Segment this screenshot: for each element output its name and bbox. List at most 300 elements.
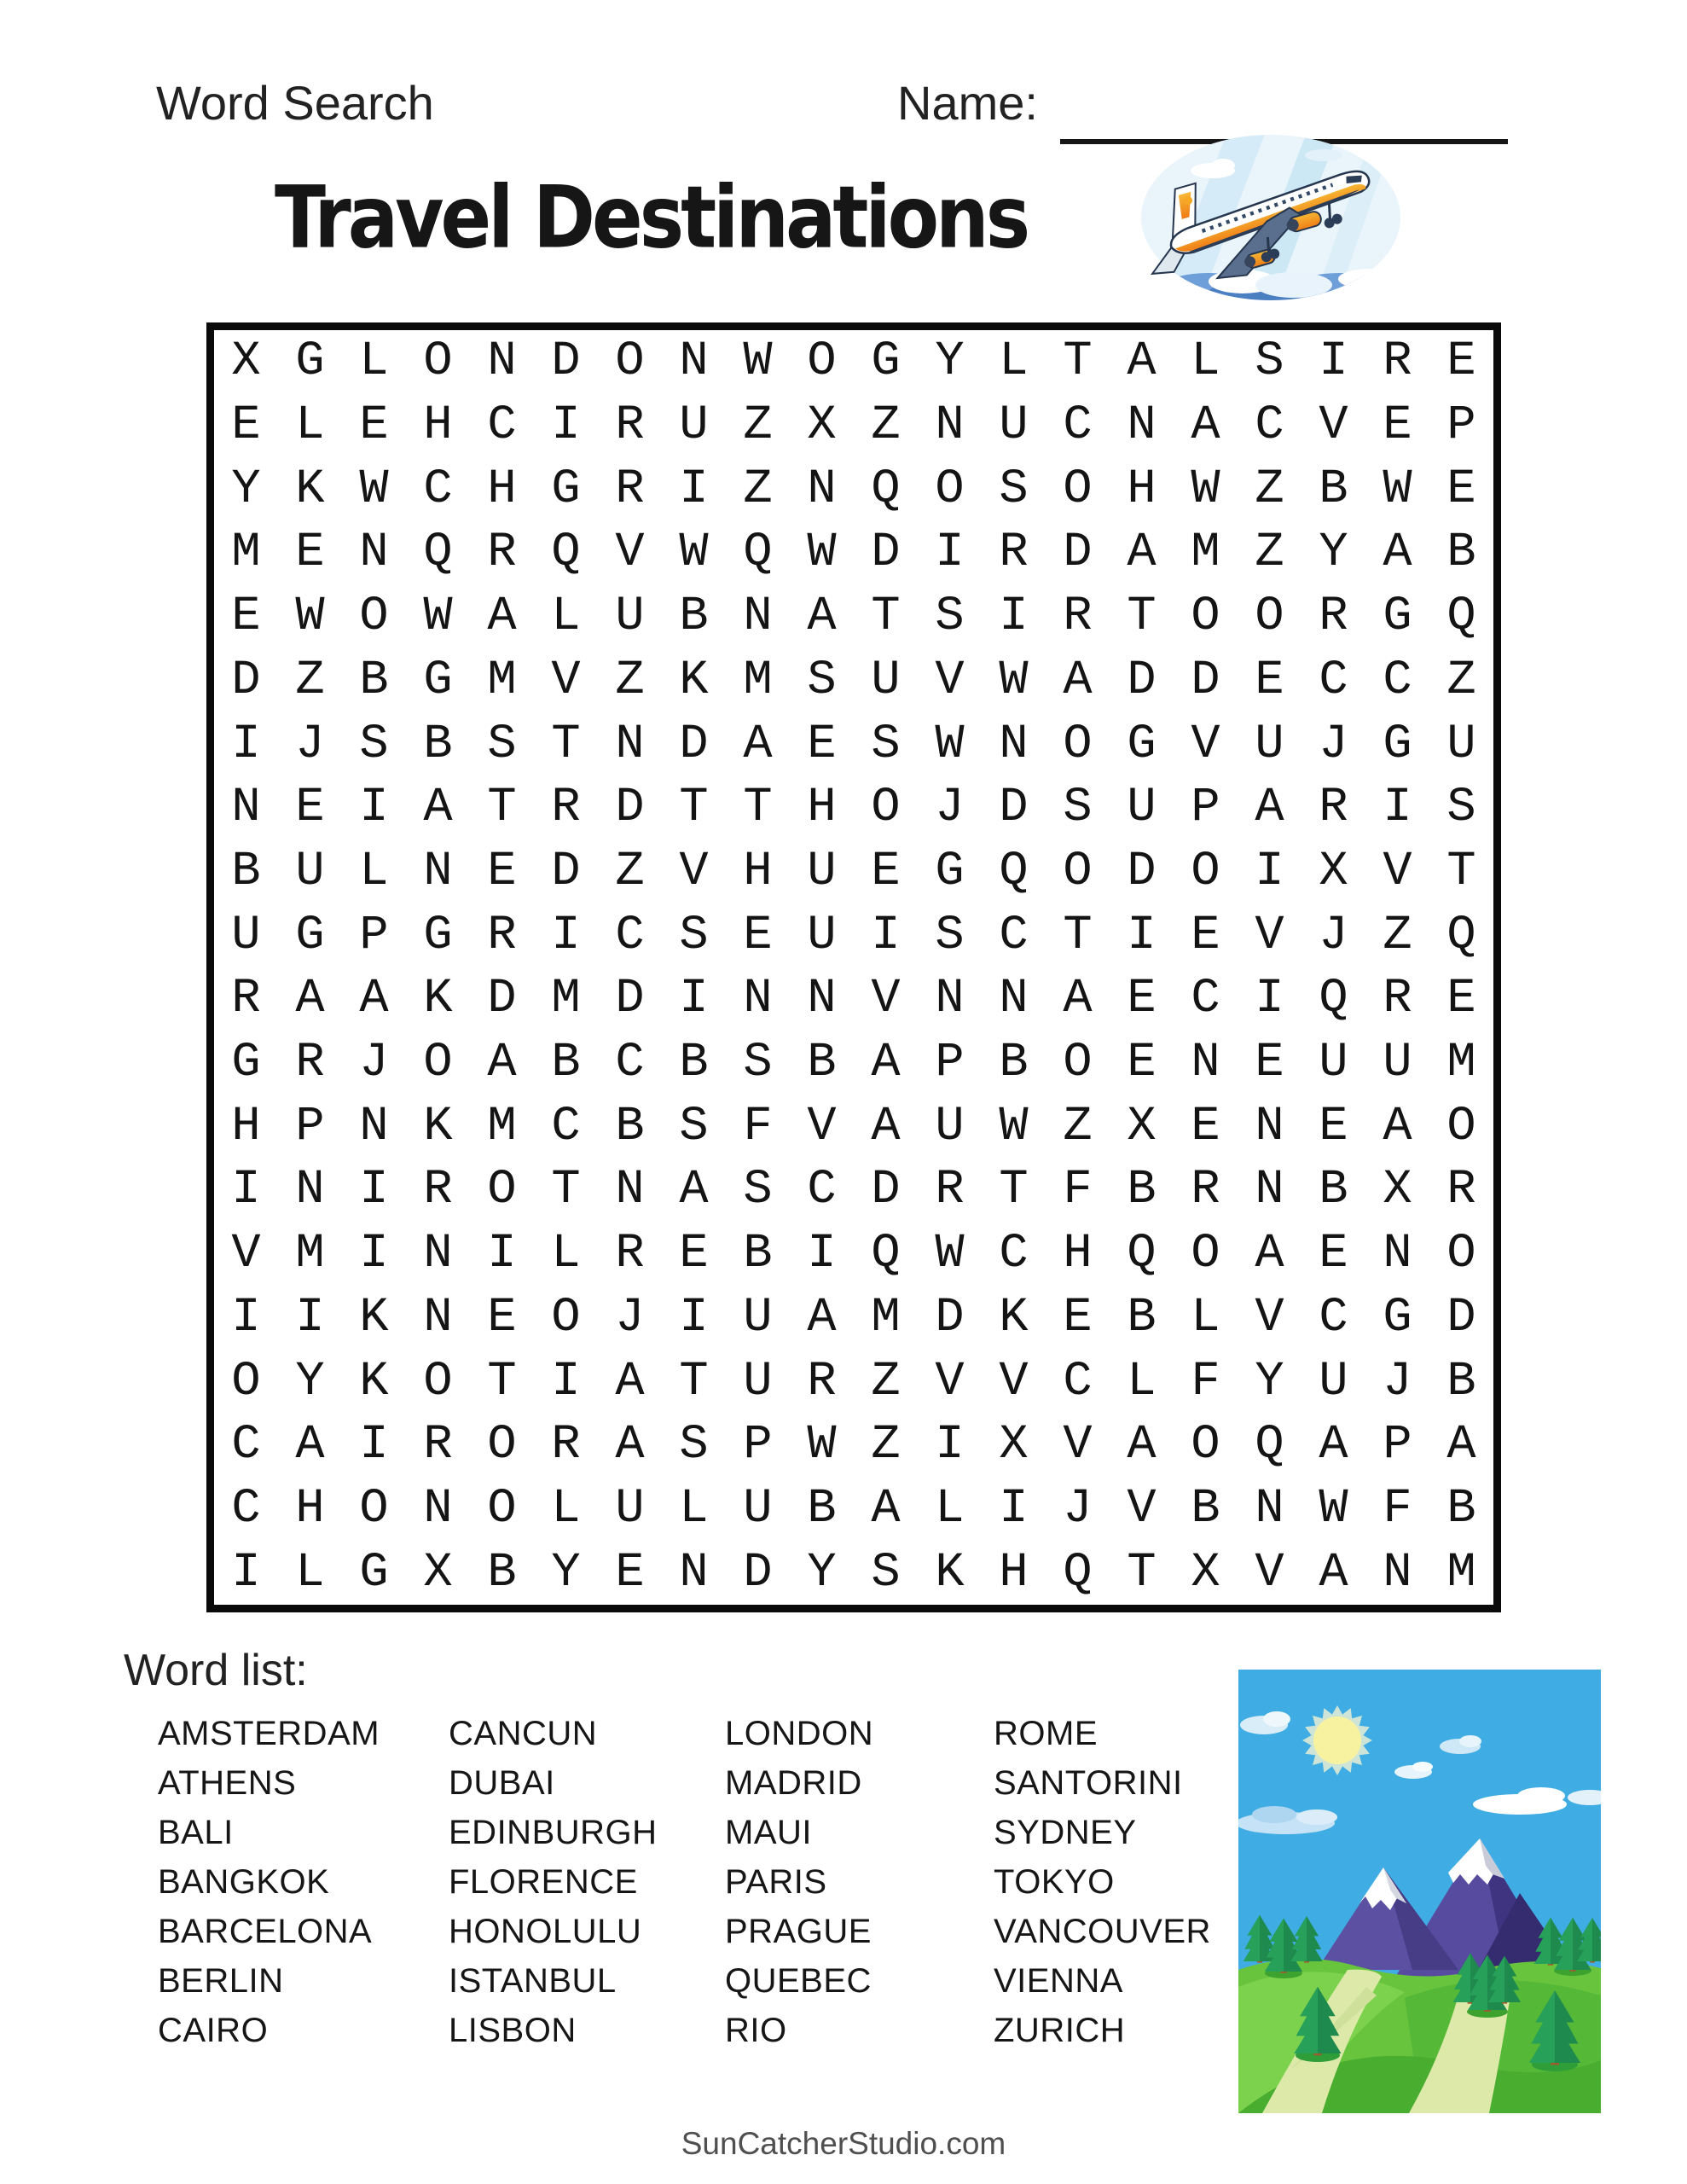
grid-letter: F xyxy=(1383,1481,1412,1536)
grid-letter: U xyxy=(295,844,325,899)
grid-letter: L xyxy=(999,334,1029,390)
grid-letter: I xyxy=(359,1163,389,1218)
grid-letter: O xyxy=(1063,1036,1093,1091)
grid-letter: E xyxy=(807,717,837,772)
grid-letter: N xyxy=(359,1099,389,1154)
grid-letter: H xyxy=(807,781,837,836)
grid-letter: U xyxy=(615,1481,645,1536)
word-list-item: MAUI xyxy=(725,1814,812,1851)
grid-letter: L xyxy=(551,1481,581,1536)
grid-letter: E xyxy=(615,1545,645,1600)
grid-letter: N xyxy=(807,462,837,517)
grid-letter: B xyxy=(679,590,709,645)
grid-letter: W xyxy=(1191,462,1220,517)
grid-letter: I xyxy=(551,1354,581,1409)
grid-letter: E xyxy=(1446,972,1476,1027)
name-label: Name: xyxy=(897,76,1038,130)
grid-letter: L xyxy=(1127,1354,1157,1409)
grid-letter: R xyxy=(1446,1163,1476,1218)
grid-letter: N xyxy=(743,590,773,645)
grid-letter: S xyxy=(935,590,965,645)
grid-letter: U xyxy=(1319,1354,1348,1409)
grid-letter: B xyxy=(423,717,453,772)
grid-letter: R xyxy=(423,1163,453,1218)
grid-letter: R xyxy=(487,526,517,581)
grid-letter: N xyxy=(423,1227,453,1282)
grid-letter: G xyxy=(423,653,453,708)
grid-letter: B xyxy=(1446,1481,1476,1536)
grid-letter: L xyxy=(551,590,581,645)
grid-letter: U xyxy=(1127,781,1157,836)
grid-letter: Y xyxy=(231,462,261,517)
grid-letter: Q xyxy=(1127,1227,1157,1282)
grid-letter: N xyxy=(1191,1036,1220,1091)
grid-letter: R xyxy=(1191,1163,1220,1218)
grid-letter: K xyxy=(423,972,453,1027)
word-list-item: BARCELONA xyxy=(158,1913,373,1950)
grid-letter: X xyxy=(423,1545,453,1600)
grid-letter: J xyxy=(1383,1354,1412,1409)
grid-letter: Q xyxy=(423,526,453,581)
word-list-item: MADRID xyxy=(725,1764,862,1802)
grid-letter: L xyxy=(359,334,389,390)
grid-letter: N xyxy=(679,334,709,390)
grid-letter: V xyxy=(679,844,709,899)
grid-letter: Q xyxy=(1063,1545,1093,1600)
grid-letter: X xyxy=(807,398,837,454)
grid-letter: N xyxy=(807,972,837,1027)
grid-letter: V xyxy=(1319,398,1348,454)
grid-letter: W xyxy=(807,526,837,581)
grid-letter: S xyxy=(679,1099,709,1154)
grid-letter: K xyxy=(295,462,325,517)
grid-letter: O xyxy=(487,1418,517,1473)
grid-letter: C xyxy=(231,1418,261,1473)
grid-letter: C xyxy=(1255,398,1284,454)
grid-letter: N xyxy=(231,781,261,836)
grid-letter: S xyxy=(871,717,901,772)
grid-letter: O xyxy=(871,781,901,836)
grid-letter: A xyxy=(679,1163,709,1218)
grid-letter: U xyxy=(807,908,837,963)
grid-letter: N xyxy=(423,1290,453,1345)
grid-letter: H xyxy=(1063,1227,1093,1282)
grid-letter: I xyxy=(871,908,901,963)
grid-letter: E xyxy=(1446,334,1476,390)
grid-letter: B xyxy=(1319,462,1348,517)
grid-letter: C xyxy=(1319,1290,1348,1345)
word-list-item: BANGKOK xyxy=(158,1863,330,1901)
grid-letter: Z xyxy=(871,398,901,454)
grid-letter: K xyxy=(423,1099,453,1154)
grid-letter: D xyxy=(615,972,645,1027)
landscape-illustration xyxy=(1238,1670,1601,2113)
grid-letter: V xyxy=(871,972,901,1027)
grid-letter: T xyxy=(551,717,581,772)
grid-letter: M xyxy=(487,653,517,708)
grid-letter: A xyxy=(871,1099,901,1154)
grid-letter: D xyxy=(999,781,1029,836)
grid-letter: T xyxy=(487,781,517,836)
grid-letter: G xyxy=(871,334,901,390)
grid-letter: Z xyxy=(1383,908,1412,963)
grid-letter: J xyxy=(1319,717,1348,772)
grid-letter: I xyxy=(359,1227,389,1282)
site-credit: SunCatcherStudio.com xyxy=(681,2126,1006,2161)
grid-letter: D xyxy=(551,844,581,899)
grid-letter: K xyxy=(359,1290,389,1345)
grid-letter: W xyxy=(1319,1481,1348,1536)
grid-letter: T xyxy=(999,1163,1029,1218)
word-list-item: VANCOUVER xyxy=(994,1913,1211,1950)
airplane-illustration xyxy=(1128,121,1414,314)
grid-letter: R xyxy=(807,1354,837,1409)
grid-letter: M xyxy=(231,526,261,581)
grid-letter: Q xyxy=(1255,1418,1284,1473)
grid-letter: B xyxy=(1127,1163,1157,1218)
grid-letter: S xyxy=(807,653,837,708)
grid-letter: A xyxy=(871,1481,901,1536)
grid-letter: B xyxy=(807,1481,837,1536)
grid-letter: N xyxy=(615,1163,645,1218)
grid-letter: L xyxy=(359,844,389,899)
grid-letter: O xyxy=(615,334,645,390)
grid-letter: U xyxy=(743,1290,773,1345)
grid-letter: V xyxy=(1063,1418,1093,1473)
grid-letter: X xyxy=(231,334,261,390)
grid-letter: G xyxy=(1383,1290,1412,1345)
word-list-column xyxy=(449,1716,658,2063)
grid-letter: K xyxy=(935,1545,965,1600)
grid-letter: R xyxy=(1383,334,1412,390)
grid-letter: V xyxy=(807,1099,837,1154)
grid-letter: Q xyxy=(743,526,773,581)
word-list-item: AMSTERDAM xyxy=(158,1715,380,1752)
grid-letter: O xyxy=(423,334,453,390)
grid-letter: K xyxy=(359,1354,389,1409)
grid-letter: Y xyxy=(1319,526,1348,581)
grid-letter: E xyxy=(295,781,325,836)
grid-letter: O xyxy=(423,1354,453,1409)
grid-letter: U xyxy=(231,908,261,963)
grid-letter: A xyxy=(1127,526,1157,581)
grid-letter: R xyxy=(615,1227,645,1282)
word-list-item: ATHENS xyxy=(158,1764,297,1802)
grid-letter: C xyxy=(1063,398,1093,454)
grid-letter: E xyxy=(1127,1036,1157,1091)
grid-letter: A xyxy=(359,972,389,1027)
grid-letter: S xyxy=(679,1418,709,1473)
grid-letter: X xyxy=(1383,1163,1412,1218)
grid-letter: A xyxy=(1063,653,1093,708)
word-list-item: SYDNEY xyxy=(994,1814,1137,1851)
grid-letter: O xyxy=(359,590,389,645)
grid-letter: B xyxy=(1191,1481,1220,1536)
grid-letter: S xyxy=(1255,334,1284,390)
word-list-columns xyxy=(0,1716,1237,2075)
grid-letter: S xyxy=(935,908,965,963)
grid-letter: G xyxy=(1383,590,1412,645)
grid-letter: B xyxy=(615,1099,645,1154)
word-list-item: ISTANBUL xyxy=(449,1962,617,2000)
grid-letter: K xyxy=(999,1290,1029,1345)
grid-letter: T xyxy=(679,781,709,836)
grid-letter: O xyxy=(359,1481,389,1536)
grid-letter: I xyxy=(231,1163,261,1218)
grid-letter: E xyxy=(1255,1036,1284,1091)
grid-letter: H xyxy=(295,1481,325,1536)
grid-letter: D xyxy=(871,1163,901,1218)
grid-letter: R xyxy=(423,1418,453,1473)
grid-letter: Z xyxy=(1063,1099,1093,1154)
grid-letter: L xyxy=(679,1481,709,1536)
grid-letter: A xyxy=(1255,781,1284,836)
grid-letter: E xyxy=(871,844,901,899)
grid-letter: M xyxy=(1446,1545,1476,1600)
grid-letter: O xyxy=(487,1163,517,1218)
grid-letter: C xyxy=(1063,1354,1093,1409)
word-list-item: CAIRO xyxy=(158,2012,269,2049)
grid-letter: R xyxy=(615,398,645,454)
grid-letter: I xyxy=(231,717,261,772)
grid-letter: M xyxy=(551,972,581,1027)
grid-letter: V xyxy=(1255,1545,1284,1600)
grid-letter: H xyxy=(423,398,453,454)
grid-letter: Z xyxy=(871,1418,901,1473)
grid-letter: I xyxy=(1383,781,1412,836)
grid-letter: H xyxy=(999,1545,1029,1600)
grid-letter: A xyxy=(807,590,837,645)
grid-letter: B xyxy=(743,1227,773,1282)
word-list-item: PRAGUE xyxy=(725,1913,872,1950)
grid-letter: B xyxy=(679,1036,709,1091)
grid-letter: D xyxy=(1063,526,1093,581)
grid-letter: N xyxy=(423,844,453,899)
grid-letter: W xyxy=(999,1099,1029,1154)
grid-letter: S xyxy=(871,1545,901,1600)
grid-letter: C xyxy=(1319,653,1348,708)
grid-letter: I xyxy=(295,1290,325,1345)
grid-letter: J xyxy=(1063,1481,1093,1536)
grid-letter: V xyxy=(551,653,581,708)
word-list-item: TOKYO xyxy=(994,1863,1115,1901)
grid-letter: G xyxy=(231,1036,261,1091)
letter-grid xyxy=(206,322,1501,1612)
grid-letter: E xyxy=(487,844,517,899)
grid-letter: M xyxy=(487,1099,517,1154)
grid-letter: I xyxy=(1319,334,1348,390)
grid-letter: B xyxy=(1127,1290,1157,1345)
grid-letter: N xyxy=(423,1481,453,1536)
grid-letter: U xyxy=(807,844,837,899)
word-list-item: QUEBEC xyxy=(725,1962,872,2000)
grid-letter: I xyxy=(1255,844,1284,899)
word-list-item: ZURICH xyxy=(994,2012,1126,2049)
grid-letter: G xyxy=(551,462,581,517)
grid-letter: R xyxy=(295,1036,325,1091)
grid-letter: E xyxy=(1063,1290,1093,1345)
word-list-item: CANCUN xyxy=(449,1715,598,1752)
grid-letter: E xyxy=(359,398,389,454)
grid-letter: H xyxy=(1127,462,1157,517)
grid-letter: Z xyxy=(1255,462,1284,517)
grid-letter: D xyxy=(1191,653,1220,708)
grid-letter: P xyxy=(935,1036,965,1091)
grid-letter: G xyxy=(1383,717,1412,772)
grid-letter: E xyxy=(295,526,325,581)
grid-letter: U xyxy=(743,1481,773,1536)
grid-letter: G xyxy=(1127,717,1157,772)
grid-letter: J xyxy=(359,1036,389,1091)
grid-letter: N xyxy=(999,972,1029,1027)
grid-letter: I xyxy=(231,1545,261,1600)
grid-letter: T xyxy=(487,1354,517,1409)
grid-letter: I xyxy=(807,1227,837,1282)
grid-letter: A xyxy=(871,1036,901,1091)
grid-letter: A xyxy=(1255,1227,1284,1282)
grid-letter: Q xyxy=(999,844,1029,899)
grid-letter: W xyxy=(935,717,965,772)
grid-letter: O xyxy=(1063,462,1093,517)
grid-letter: D xyxy=(615,781,645,836)
grid-letter: A xyxy=(615,1418,645,1473)
grid-letter: W xyxy=(423,590,453,645)
grid-letter: U xyxy=(1446,717,1476,772)
grid-letter: D xyxy=(935,1290,965,1345)
grid-letter: Z xyxy=(295,653,325,708)
puzzle-title: Travel Destinations xyxy=(275,167,1028,268)
grid-letter: I xyxy=(999,1481,1029,1536)
grid-letter: E xyxy=(1255,653,1284,708)
grid-letter: E xyxy=(679,1227,709,1282)
grid-letter: U xyxy=(1255,717,1284,772)
grid-letter: R xyxy=(487,908,517,963)
grid-letter: W xyxy=(743,334,773,390)
grid-letter: N xyxy=(679,1545,709,1600)
grid-letter: N xyxy=(487,334,517,390)
grid-letter: R xyxy=(1319,781,1348,836)
grid-letter: Q xyxy=(1446,590,1476,645)
grid-letter: I xyxy=(1255,972,1284,1027)
grid-letter: U xyxy=(935,1099,965,1154)
grid-letter: Y xyxy=(551,1545,581,1600)
grid-letter: N xyxy=(935,398,965,454)
grid-letter: C xyxy=(1383,653,1412,708)
grid-letter: B xyxy=(1446,1354,1476,1409)
grid-letter: T xyxy=(1127,590,1157,645)
grid-letter: D xyxy=(1446,1290,1476,1345)
grid-letter: F xyxy=(1063,1163,1093,1218)
grid-letter: N xyxy=(743,972,773,1027)
grid-letter: P xyxy=(1191,781,1220,836)
grid-letter: G xyxy=(423,908,453,963)
grid-letter: A xyxy=(1191,398,1220,454)
word-list-item: ROME xyxy=(994,1715,1098,1752)
grid-letter: K xyxy=(679,653,709,708)
grid-letter: R xyxy=(999,526,1029,581)
word-list-item: FLORENCE xyxy=(449,1863,638,1901)
grid-letter: D xyxy=(679,717,709,772)
grid-letter: O xyxy=(807,334,837,390)
mountain-landscape-icon xyxy=(1238,1670,1601,2113)
grid-letter: A xyxy=(615,1354,645,1409)
grid-letter: V xyxy=(999,1354,1029,1409)
grid-letter: O xyxy=(423,1036,453,1091)
grid-letter: Z xyxy=(1255,526,1284,581)
grid-letter: B xyxy=(999,1036,1029,1091)
grid-letter: R xyxy=(551,781,581,836)
word-list-item: DUBAI xyxy=(449,1764,555,1802)
grid-letter: V xyxy=(935,1354,965,1409)
grid-letter: Z xyxy=(743,398,773,454)
grid-letter: R xyxy=(1063,590,1093,645)
grid-letter: P xyxy=(1446,398,1476,454)
grid-letter: U xyxy=(743,1354,773,1409)
grid-letter: P xyxy=(359,908,389,963)
grid-letter: L xyxy=(295,1545,325,1600)
grid-letter: I xyxy=(359,781,389,836)
grid-letter: O xyxy=(1191,1227,1220,1282)
grid-letter: N xyxy=(1383,1227,1412,1282)
grid-letter: I xyxy=(679,972,709,1027)
grid-letter: Y xyxy=(295,1354,325,1409)
grid-letter: V xyxy=(1191,717,1220,772)
grid-letter: P xyxy=(1383,1418,1412,1473)
grid-letter: O xyxy=(231,1354,261,1409)
grid-letter: B xyxy=(807,1036,837,1091)
grid-letter: Q xyxy=(871,1227,901,1282)
grid-letter: J xyxy=(615,1290,645,1345)
grid-letter: V xyxy=(935,653,965,708)
grid-letter: B xyxy=(1446,526,1476,581)
grid-letter: O xyxy=(935,462,965,517)
grid-letter: O xyxy=(1191,844,1220,899)
word-list-item: PARIS xyxy=(725,1863,827,1901)
grid-letter: C xyxy=(807,1163,837,1218)
grid-letter: U xyxy=(1383,1036,1412,1091)
word-list-item: BERLIN xyxy=(158,1962,284,2000)
worksheet-type-label: Word Search xyxy=(156,76,434,130)
grid-letter: J xyxy=(1319,908,1348,963)
grid-letter: M xyxy=(295,1227,325,1282)
grid-letter: D xyxy=(871,526,901,581)
grid-letter: X xyxy=(1191,1545,1220,1600)
grid-letter: Y xyxy=(935,334,965,390)
grid-letter: N xyxy=(615,717,645,772)
word-list-item: LISBON xyxy=(449,2012,577,2049)
grid-letter: I xyxy=(935,1418,965,1473)
grid-letter: E xyxy=(1383,398,1412,454)
word-list-column xyxy=(158,1716,380,2063)
grid-letter: L xyxy=(935,1481,965,1536)
grid-letter: V xyxy=(1255,908,1284,963)
grid-letter: X xyxy=(1127,1099,1157,1154)
grid-letter: Z xyxy=(1446,653,1476,708)
grid-letter: E xyxy=(1319,1099,1348,1154)
grid-letter: L xyxy=(551,1227,581,1282)
grid-letter: V xyxy=(1127,1481,1157,1536)
grid-letter: Q xyxy=(551,526,581,581)
grid-letter: W xyxy=(679,526,709,581)
grid-letter: O xyxy=(1191,1418,1220,1473)
grid-letter: B xyxy=(359,653,389,708)
grid-letter: F xyxy=(1191,1354,1220,1409)
grid-letter: Z xyxy=(615,844,645,899)
grid-letter: R xyxy=(615,462,645,517)
grid-letter: I xyxy=(679,1290,709,1345)
grid-letter: T xyxy=(551,1163,581,1218)
grid-letter: A xyxy=(1127,1418,1157,1473)
